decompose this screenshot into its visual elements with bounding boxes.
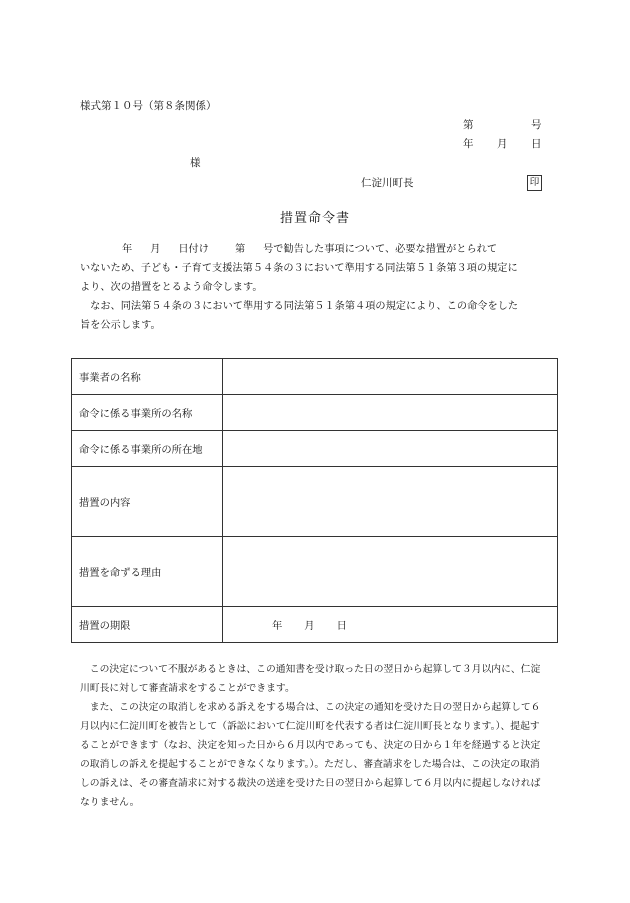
measure-content-label: 措置の内容: [72, 467, 223, 537]
table-row: [72, 467, 558, 537]
measure-deadline-label: 措置の期限: [72, 607, 223, 643]
paragraph-publication: [80, 297, 558, 335]
details-table: [71, 358, 558, 643]
form-number: 様式第１０号（第８条関係）: [80, 100, 217, 112]
date-month-label: 月: [497, 138, 508, 150]
appeal-notice: [80, 660, 558, 812]
facility-address-label: 命令に係る事業所の所在地: [72, 431, 223, 467]
deadline-month-label: 月: [304, 620, 315, 632]
recipient-honorific: 様: [190, 157, 201, 169]
ref-number-label: 第: [234, 244, 246, 255]
ref-year-label: 年: [122, 244, 133, 255]
paragraph-order-line-3: より、次の措置をとるよう命令します。: [80, 282, 263, 293]
paragraph-order-line-1-text: 号で勧告した事項について、必要な措置がとられて: [263, 244, 498, 255]
appeal-notice-line: なりません。: [80, 797, 140, 808]
issuer-mayor: 仁淀川町長: [361, 177, 414, 189]
facility-address-value: [223, 431, 558, 467]
appeal-notice-line: 月以内に仁淀川町を被告として（訴訟において仁淀川町を代表する者は仁淀川町長となります。）、提起す: [80, 721, 540, 732]
business-name-value: [223, 359, 558, 395]
paragraph-publication-line-2: 旨を公示します。: [80, 320, 161, 331]
paragraph-order-line-2: いないため、子ども・子育て支援法第５４条の３において準用する同法第５１条第３項の規定に: [80, 263, 518, 274]
appeal-notice-line: ることができます（なお、決定を知った日から６月以内であっても、決定の日から１年を経過すると決定: [80, 740, 541, 751]
facility-name-value: [223, 395, 558, 431]
date-year-label: 年: [463, 138, 474, 150]
deadline-day-label: 日: [336, 620, 347, 632]
table-row: [72, 431, 558, 467]
appeal-notice-line: この決定について不服があるときは、この通知書を受け取った日の翌日から起算して３月以内に、仁淀: [80, 664, 541, 675]
measure-content-value: [223, 467, 558, 537]
appeal-notice-line: 川町長に対して審査請求をすることができます。: [80, 683, 295, 694]
measure-reason-value: [223, 537, 558, 607]
table-row: [72, 359, 558, 395]
paragraph-order: [80, 240, 558, 297]
table-row: [72, 607, 558, 643]
measure-reason-label: 措置を命ずる理由: [72, 537, 223, 607]
table-row: [72, 395, 558, 431]
document-title: 措置命令書: [279, 211, 350, 226]
ref-month-label: 月: [150, 244, 161, 255]
seal-icon: 印: [527, 175, 542, 191]
deadline-year-label: 年: [272, 620, 283, 632]
facility-name-label: 命令に係る事業所の名称: [72, 395, 223, 431]
paragraph-publication-line-1: なお、同法第５４条の３において準用する同法第５１条第４項の規定により、この命令をした: [80, 301, 519, 312]
paragraph-order-line-1: [80, 240, 558, 259]
ref-day-label: 日付け: [178, 244, 209, 255]
measure-deadline-value: [223, 607, 558, 643]
appeal-notice-line: の取消しの訴えを提起することができなくなります。）。ただし、審査請求をした場合は、この決定の取消: [80, 759, 540, 770]
deadline-date: [230, 617, 347, 632]
business-name-label: 事業者の名称: [72, 359, 223, 395]
appeal-notice-line: しの訴えは、その審査請求に対する裁決の送達を受けた日の翌日から起算して６月以内に提起しなければ: [80, 778, 541, 789]
table-row: [72, 537, 558, 607]
date-day-label: 日: [531, 138, 542, 150]
document-number-dai-label: 第: [463, 119, 474, 131]
document-number-go-label: 号: [531, 119, 542, 131]
appeal-notice-line: また、この決定の取消しを求める訴えをする場合は、この決定の通知を受けた日の翌日から起算して６: [80, 702, 541, 713]
